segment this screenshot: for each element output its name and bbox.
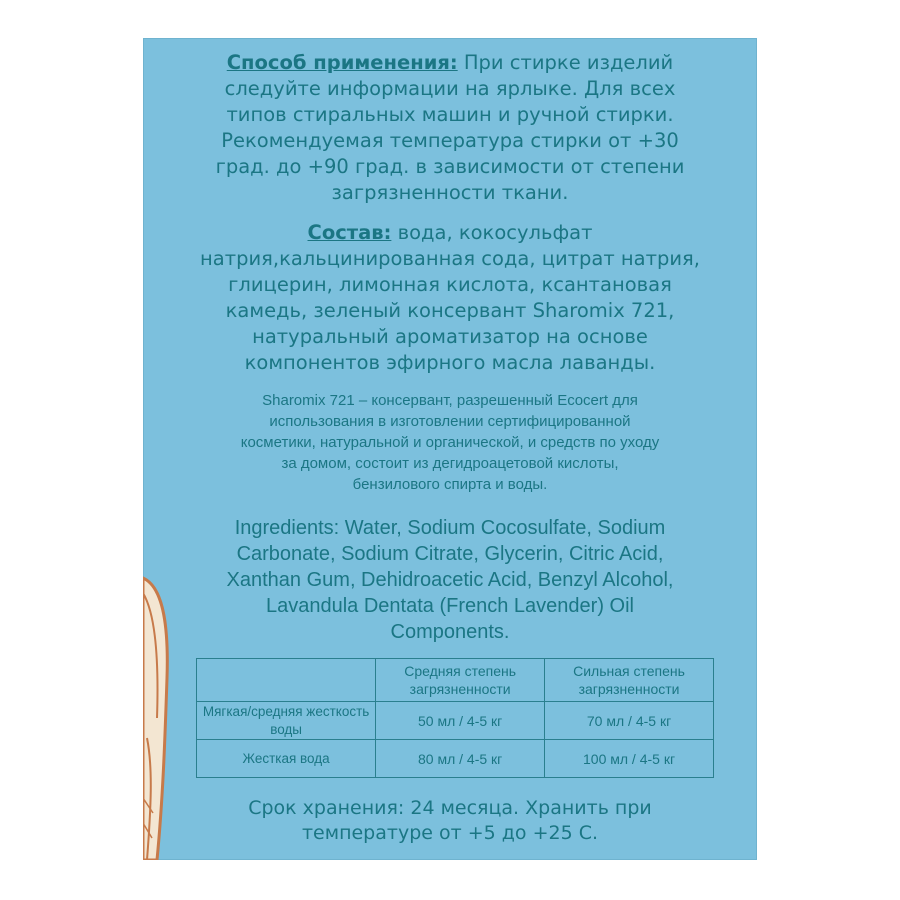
ingredients-line: Xanthan Gum, Dehidroacetic Acid, Benzyl Alcohol, — [226, 569, 674, 591]
note-line: использования в изготовлении сертифицированной — [269, 413, 631, 430]
usage-line: следуйте информации на ярлыке. Для всех — [224, 77, 676, 100]
ingredients-line: Carbonate, Sodium Citrate, Glycerin, Citric Acid, — [236, 543, 664, 565]
table-cell: 80 мл / 4-5 кг — [376, 740, 545, 778]
table-cell: 70 мл / 4-5 кг — [545, 702, 714, 740]
product-label-panel — [143, 38, 757, 860]
composition-heading: Состав: — [307, 221, 392, 244]
usage-line: загрязненности ткани. — [331, 181, 569, 204]
table-header-row — [197, 659, 714, 702]
dosage-table — [196, 658, 714, 778]
usage-instructions — [143, 50, 757, 206]
preservative-note — [143, 390, 757, 495]
ingredients-line: Lavandula Dentata (French Lavender) Oil — [266, 595, 634, 617]
storage-line: температуре от +5 до +25 С. — [301, 822, 599, 844]
storage-info — [143, 796, 757, 846]
usage-first-line-text: При стирке изделий — [457, 51, 674, 74]
table-cell: 100 мл / 4-5 кг — [545, 740, 714, 778]
table-row-label: Жесткая вода — [197, 740, 376, 778]
ingredients-line: Ingredients: Water, Sodium Cocosulfate, Sodium — [234, 517, 666, 539]
table-row-label: Мягкая/средняя жесткость воды — [197, 702, 376, 740]
usage-line: град. до +90 град. в зависимости от степени — [215, 155, 685, 178]
note-line: Sharomix 721 – консервант, разрешенный Ecocert для — [262, 392, 638, 409]
composition-line: глицерин, лимонная кислота, ксантановая — [228, 273, 672, 296]
table-row — [197, 740, 714, 778]
table-cell: 50 мл / 4-5 кг — [376, 702, 545, 740]
composition-first-line-text: вода, кокосульфат — [391, 221, 593, 244]
storage-line: Срок хранения: 24 месяца. Хранить при — [248, 797, 652, 819]
usage-first-line — [143, 50, 757, 76]
note-line: за домом, состоит из дегидроацетовой кислоты, — [281, 455, 619, 472]
composition-first-line — [143, 220, 757, 246]
composition-line: камедь, зеленый консервант Sharomix 721, — [225, 299, 675, 322]
ingredients-english — [143, 515, 757, 645]
table-header-cell — [197, 659, 376, 702]
composition-line: натуральный ароматизатор на основе — [252, 325, 648, 348]
usage-line: типов стиральных машин и ручной стирки. — [226, 103, 674, 126]
ingredients-line: Components. — [390, 621, 510, 643]
usage-heading: Способ применения: — [226, 51, 458, 74]
table-row — [197, 702, 714, 740]
usage-line: Рекомендуемая температура стирки от +30 — [221, 129, 679, 152]
note-line: косметики, натуральной и органической, и средств по уходу — [240, 434, 660, 451]
composition-line: компонентов эфирного масла лаванды. — [244, 351, 656, 374]
note-line: бензилового спирта и воды. — [352, 476, 548, 493]
composition-section — [143, 220, 757, 376]
composition-line: натрия,кальцинированная сода, цитрат натрия, — [200, 247, 700, 270]
table-header-cell: Средняя степень загрязненности — [376, 659, 545, 702]
table-header-cell: Сильная степень загрязненности — [545, 659, 714, 702]
